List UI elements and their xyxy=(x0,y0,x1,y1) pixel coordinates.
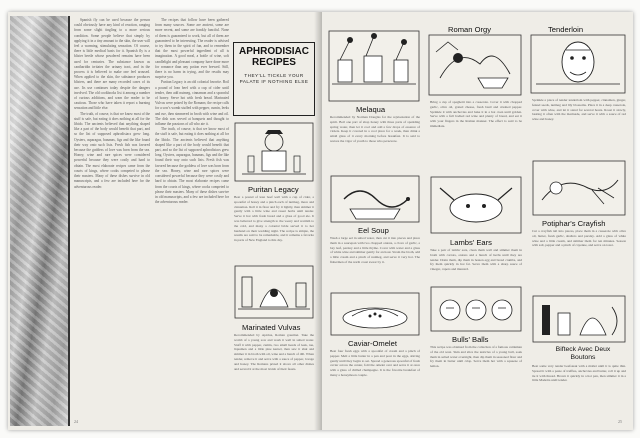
left-page xyxy=(8,12,320,430)
recipe-title-marinated-vulvas: Marinated Vulvas xyxy=(242,323,301,332)
recipe-title-bifteck: Bifteck Avec Deux Boutons xyxy=(555,346,611,361)
recipe-body-bulls-balls: This recipe was obtained from the collection of a famous cattleman of the old west. Skin and slice the testicles of a young bull, soak them in salted water overnight, then dip them in seasoned flour and fry them in butter until crisp. Serve them hot with a squeeze of lemon. xyxy=(430,345,522,369)
page-number-left: 24 xyxy=(74,419,78,424)
recipe-body-roman-orgy: Bring a cup of spaghetti into a casserole. Cover it with chopped garlic, olive oil, grated cheese, fresh basil and crushed pepper. Sprinkle it with anchovies and bake it in a hot oven until golden. Serve with a full bodied red wine and plenty of bread, and eat it with your fingers in the Roman manner. The effect is said to be immediate. xyxy=(430,100,522,128)
page-subtitle: THEY'LL TICKLE YOUR PALATE IF NOTHING ELSE xyxy=(239,73,309,84)
bifteck-illustration xyxy=(532,295,626,343)
right-page xyxy=(322,12,633,430)
recipe-body-bifteck: Beat some very tender beefsteak with a mallet until it is quite thin. Spread it with a paste of truffles, anchovies and butter, roll it up and tie it with thread. Brown it quickly in a hot pan, then simmer it in a little Madeira until tender. xyxy=(532,364,626,383)
caviar-omelet-illustration xyxy=(330,292,420,336)
recipe-title-bulls-balls: Bulls' Balls xyxy=(452,335,489,344)
photo-strip xyxy=(10,16,68,426)
recipe-body-caviar-omelet: Beat four fresh eggs with a spoonful of cream and a pinch of pepper. Melt a little butter in a pan and pour in the eggs, stirring gently until they begin to set. Spread a generous spoonful of fresh caviar across the center, fold the omelet over and serve it at once with a glass of chilled champagne. It is the favorite breakfast of many a honeymoon couple. xyxy=(330,349,420,377)
melaqua-illustration xyxy=(328,30,420,102)
left-column-2-text-b: Puritan Legacy is an old colonial favorite. Boil a pound of lean beef with a cup of cider until tender, then add nutmeg, cinnamon and a spoonful of honey. Serve hot with fresh bread. Marinated Vulvas were prized by the Romans; the recipe calls for a sow's womb stuffed with pepper, cumin, leeks and rue, then simmered in broth with wine and oil. The dish was served at banquets and thought to inflame the passions of all who ate it. xyxy=(155,80,229,127)
marinated-vulvas-illustration xyxy=(234,265,314,319)
bulls-balls-illustration xyxy=(430,286,522,332)
left-column-1 xyxy=(74,18,150,418)
recipe-text-melaqua xyxy=(330,115,420,171)
left-column-1-text: Spanish fly can be used because the person could obviously have any kind of reaction, ranging from some slight tingling to a more serious condition. Some people believe that simply by applying it in a tiny amount to the skin, the user will feel a warming, stimulating sensation. Of course, there is little medical basis for it. Spanish fly is a blister beetle whose powdered remains have been used for centuries. The substance known as cantharidin irritates the urinary tract, and in the process it is believed to make one feel aroused. When applied to the skin, the substance produces blisters, and there are many recorded cases of its use. Its use continues today despite the dangers involved. The old cookbooks list it among a number of curious additions, and warn the reader to be cautious. Those who have taken it report a burning sensation and little else. xyxy=(74,18,150,111)
recipe-body-lambs-ears: Take a pair of lambs' ears, clean them well and simmer them in broth with carrots, onions and a bunch of herbs until they are tender. Drain them, dip them in beaten egg and bread crumbs, and fry them quickly in hot fat. Serve them with a sharp sauce of vinegar, capers and mustard. xyxy=(430,248,522,272)
eel-soup-illustration xyxy=(330,175,420,223)
recipe-text-bifteck xyxy=(532,364,626,414)
photo-border xyxy=(68,16,70,426)
recipe-title-lambs-ears: Lambs' Ears xyxy=(450,238,492,247)
recipe-text-roman-orgy xyxy=(430,100,522,172)
recipe-text-potiphars-crayfish xyxy=(532,229,626,291)
recipe-title-tenderloin: Tenderloin xyxy=(548,25,584,34)
lambs-ears-illustration xyxy=(430,176,522,234)
recipe-text-eel-soup xyxy=(330,236,420,288)
recipe-title-eel-soup: Eel Soup xyxy=(358,226,389,235)
page-number-right: 25 xyxy=(618,419,622,424)
tenderloin-illustration xyxy=(530,34,626,94)
recipe-body-puritan-legacy: Beat a pound of lean beef well with a cup of cider, a spoonful of honey and a pinch each of nutmeg, mace and cinnamon. Roll it in flour and fry it lightly, then simmer it gently with a little wine and sweet herbs until tender. Serve it hot with fresh bread and a glass of good ale. It was believed to give strength to the weary and warmth to the cold, and many a colonial bride served it to her husband on their wedding night. The recipe is simple, the results are said to be remarkable, and it remains a favorite in parts of New England to this day. xyxy=(234,195,314,243)
recipe-body-melaqua: Recommended by Norman Douglas for the rejuvenation of the spirit. Boil one part of shop honey with three parts of sparkling spring water, then let it cool and add a few drops of essence of violets. Keep it covered in a cool place for a week, then drink a small glass of it every morning before breakfast. It is said to restore the vigor of youth to those who persevere. xyxy=(330,115,420,143)
left-column-1-text-b: The truth, of course, is that we know most of the stuff is safe, but eating it does nothing at all for the libido. The ancients believed that anything shaped like a part of the body would benefit that part, and so the list of supposed aphrodisiacs grew long. Oysters, asparagus, bananas, figs and the like found their way onto such lists. Fresh fish was favored because the goddess of love was born from the sea. Honey, wine and rare spices were considered powerful because they were costly and hard to obtain. The most elaborate recipes came from the courts of kings, where cooks competed to please their masters. Many of these dishes survive in old manuscripts, and a few are included here for the adventurous reader. xyxy=(74,111,150,189)
recipe-text-puritan-legacy xyxy=(234,195,314,261)
recipe-text-bulls-balls xyxy=(430,345,522,415)
recipe-title-potiphars-crayfish: Potiphar's Crayfish xyxy=(542,219,606,228)
left-column-2-text-c: The truth, of course, is that we know most of the stuff is safe, but eating it does nothing at all for the libido. The ancients believed that anything shaped like a part of the body would benefit that part, and so the list of supposed aphrodisiacs grew long. Oysters, asparagus, bananas, figs and the like found their way onto such lists. Fresh fish was favored because the goddess of love was born from the sea. Honey, wine and rare spices were considered powerful because they were costly and hard to obtain. The most elaborate recipes came from the courts of kings, where cooks competed to please their masters. Many of these dishes survive in old manuscripts, and a few are included here for the adventurous reader. xyxy=(155,127,229,205)
recipe-title-caviar-omelet: Caviar-Omelet xyxy=(348,339,397,348)
recipe-body-tenderloin: Sprinkle a piece of tender tenderloin with pepper, cinnamon, ginger, fennel seeds, nutmeg and lily blossoms. Place it in a deep casserole, cover with wine, and let it stand for several hours. Roast it slowly, basting it often with the marinade, and serve it with a sauce of red wine and honey. xyxy=(532,98,626,122)
recipe-body-marinated-vulvas: Recommended by Apicius, Roman gourmet. Take the womb of a young sow and wash it well in salted water. Stuff it with pepper, cumin, two small heads of leek, rue, liquamen and a little pine kernel, then sew it shut and simmer it in broth with oil, wine and a bunch of dill. When tender, remove it and serve with a sauce of pepper, lovage and honey. The Romans prized it above all other dishes and served it at the most lavish of their feasts. xyxy=(234,333,314,371)
page-title: APHRODISIAC RECIPES xyxy=(238,46,309,68)
recipe-title-melaqua: Melaqua xyxy=(356,105,386,114)
recipe-body-eel-soup: Wash a large eel in salted water, then cut it into pieces and place them in a saucepan with two chopped onions, a clove of garlic, a bay leaf, parsley and a little thyme. Cover with water and a glass of white wine and simmer gently for an hour. Strain the broth, add a little cream and a pinch of nutmeg, and serve it very hot. The fishermen of the north coast swear by it. xyxy=(330,236,420,264)
puritan-legacy-illustration xyxy=(234,122,314,182)
potiphars-crayfish-illustration xyxy=(532,160,626,216)
recipe-text-caviar-omelet xyxy=(330,349,420,415)
left-column-2 xyxy=(155,18,229,418)
recipe-text-tenderloin xyxy=(532,98,626,156)
recipe-title-roman-orgy: Roman Orgy xyxy=(448,25,492,34)
recipe-text-marinated-vulvas xyxy=(234,333,314,419)
recipe-title-puritan-legacy: Puritan Legacy xyxy=(248,185,299,194)
recipe-body-potiphars-crayfish: Cut a crayfish tail into pieces, place them in a casserole with olive oil, butter, fresh garlic, shallots and parsley. Add a glass of white wine and a little cream, and simmer them for ten minutes. Season with salt, pepper and a pinch of cayenne, and serve on toast. xyxy=(532,229,626,248)
left-column-2-text: The recipes that follow have been gathered from many sources. Some are ancient, some are more recent, and some are frankly fanciful. None of them is guaranteed to work, but all of them are guaranteed to be interesting. The reader is advised to try them in the spirit of fun, and to remember that the most powerful ingredient of all is imagination. A good meal, a bottle of wine, soft candlelight and pleasant company have done more for romance than any potion ever brewed. Still, there is no harm in trying, and the results may surprise you. xyxy=(155,18,229,80)
magazine-spread xyxy=(8,12,633,430)
roman-orgy-illustration xyxy=(428,34,522,96)
title-box xyxy=(233,42,315,116)
recipe-text-lambs-ears xyxy=(430,248,522,284)
